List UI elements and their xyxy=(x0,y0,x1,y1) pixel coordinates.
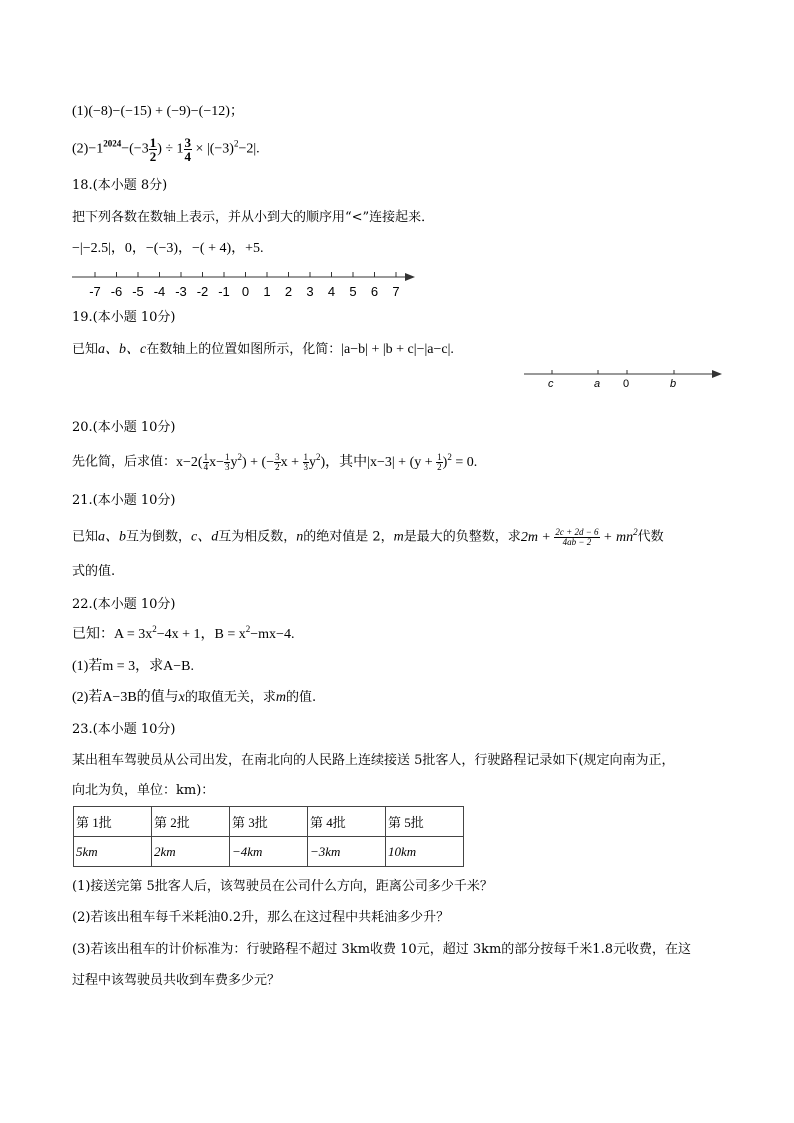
axis-tick-label: -2 xyxy=(196,284,209,298)
table-cell: −4km xyxy=(230,837,308,867)
axis-tick-label: 7 xyxy=(392,284,400,298)
table-cell: 5km xyxy=(74,837,152,867)
q20-pre: 先化简，后求值： xyxy=(72,454,177,470)
q17-part2-a: −(−3 xyxy=(121,141,149,157)
q17-exp: 2024 xyxy=(103,138,122,149)
q23-line2: 向北为负，单位：km)： xyxy=(72,783,215,798)
q22-given: 已知：$A = 3x^2-4x + 1$，$B = x^2-mx-4$. xyxy=(72,624,295,642)
q19-text-pre: 已知 xyxy=(72,342,99,357)
table-header-cell: 第 5批 xyxy=(386,807,464,837)
q21-header: 21.(本小题 10分) xyxy=(72,493,176,508)
label-a: a xyxy=(594,378,601,390)
q19-expr: |a−b| + |b + c|−|a−c|. xyxy=(341,342,454,357)
axis-tick-label: 4 xyxy=(327,284,336,298)
q19-text xyxy=(72,341,454,359)
q18-text: 把下列各数在数轴上表示，并从小到大的顺序用“<”连接起来． xyxy=(72,210,435,225)
axis-tick-label: 1 xyxy=(263,284,271,298)
table-row xyxy=(74,837,464,867)
table-header-cell: 第 1批 xyxy=(74,807,152,837)
q23-line1: 某出租车驾驶员从公司出发，在南北向的人民路上连续接送 5批客人，行驶路程记录如下(规定向南为正， xyxy=(72,753,675,768)
q17-part2 xyxy=(72,136,260,163)
table-header-cell: 第 4批 xyxy=(308,807,386,837)
q17-part2-c: × |(−3) xyxy=(192,141,234,157)
q19-header: 19.(本小题 10分) xyxy=(72,310,176,325)
q17-part2-prefix: (2)−1 xyxy=(72,141,104,157)
table-header-cell: 第 2批 xyxy=(152,807,230,837)
label-b: b xyxy=(670,378,677,390)
table-header-cell: 第 3批 xyxy=(230,807,308,837)
axis-tick-label: 0 xyxy=(241,284,250,298)
q18-number-line xyxy=(70,266,420,298)
q21-fraction: $\frac{2c + 2d - 6}{4ab - 2}$ xyxy=(555,527,599,547)
label-c: c xyxy=(548,378,554,390)
q22-header: 22.(本小题 10分) xyxy=(72,597,176,612)
q17-frac-three-quarters: $\frac{3}{4}$ xyxy=(184,135,192,164)
q23-header: 23.(本小题 10分) xyxy=(72,722,176,737)
q18-header: 18.(本小题 8分) xyxy=(72,178,168,193)
axis-tick-label: 3 xyxy=(306,284,314,298)
axis-tick-label: -4 xyxy=(153,284,166,298)
q22-part1: (1)若m = 3，求A−B. xyxy=(72,659,194,674)
axis-tick-label: -3 xyxy=(175,284,187,298)
table-cell: 2km xyxy=(152,837,230,867)
axis-arrow xyxy=(405,273,415,281)
q20-header: 20.(本小题 10分) xyxy=(72,420,176,435)
q19-vars: a、b、c xyxy=(98,342,147,357)
q23-part3-line2: 过程中该驾驶员共收到车费多少元？ xyxy=(72,973,281,988)
axis-tick-label: -7 xyxy=(89,284,101,298)
q17-exp2: 2 xyxy=(233,138,239,149)
q19-number-line xyxy=(522,366,727,390)
axis-tick-label: -6 xyxy=(110,284,123,298)
table-cell: −3km xyxy=(308,837,386,867)
q18-numbers: −|−2.5|，0，−(−3)，−( + 4)，+5. xyxy=(72,241,264,256)
table-header-row xyxy=(74,807,464,837)
q22-part2: (2)若A−3B的值与x的取值无关，求m的值. xyxy=(72,690,317,705)
q19-text-mid: 在数轴上的位置如图所示，化简： xyxy=(146,342,342,357)
axis-tick-label: -5 xyxy=(132,284,144,298)
q21-line1: 已知a、b互为倒数，c、d互为相反数，n的绝对值是 2，m是最大的负整数，求2m + $\frac{2c + 2d - 6}{4ab - 2}$ + $mn^2$代数 xyxy=(72,526,664,547)
axis-tick-label: 5 xyxy=(349,284,357,298)
label-zero: 0 xyxy=(623,378,630,390)
q23-part3-line1: (3)若该出租车的计价标准为：行驶路程不超过 3km收费 10元，超过 3km的部分按每千米1.8元收费，在这 xyxy=(72,942,691,957)
q20-expr: 先化简，后求值：x−2( $\frac{1}{4}$ x− $\frac{1}{3}$ $y^2$) + (− $\frac{3}{2}$ x + $\frac{1}{3}$ $y^2$)，其中|x−3| + (y + $\frac{1}{2}$ )$^2$ = 0. xyxy=(72,451,478,472)
axis-tick-label: 6 xyxy=(370,284,379,298)
q17-frac-half: $\frac{1}{2}$ xyxy=(149,135,157,164)
q23-part1: (1)接送完第 5批客人后，该驾驶员在公司什么方向，距离公司多少千米？ xyxy=(72,879,493,894)
q17-part2-b: ) ÷ 1 xyxy=(157,141,184,157)
q23-trip-table xyxy=(73,806,464,867)
axis-tick-label: 2 xyxy=(284,284,293,298)
q17-part2-d: −2|. xyxy=(238,141,260,157)
axis-tick-label: -1 xyxy=(218,284,230,298)
q17-part1: (1)(−8)−(−15) + (−9)−(−12)； xyxy=(72,104,244,119)
q21-line2: 式的值. xyxy=(72,564,116,579)
q23-part2: (2)若该出租车每千米耗油0.2升，那么在这过程中共耗油多少升？ xyxy=(72,910,450,925)
table-cell: 10km xyxy=(386,837,464,867)
